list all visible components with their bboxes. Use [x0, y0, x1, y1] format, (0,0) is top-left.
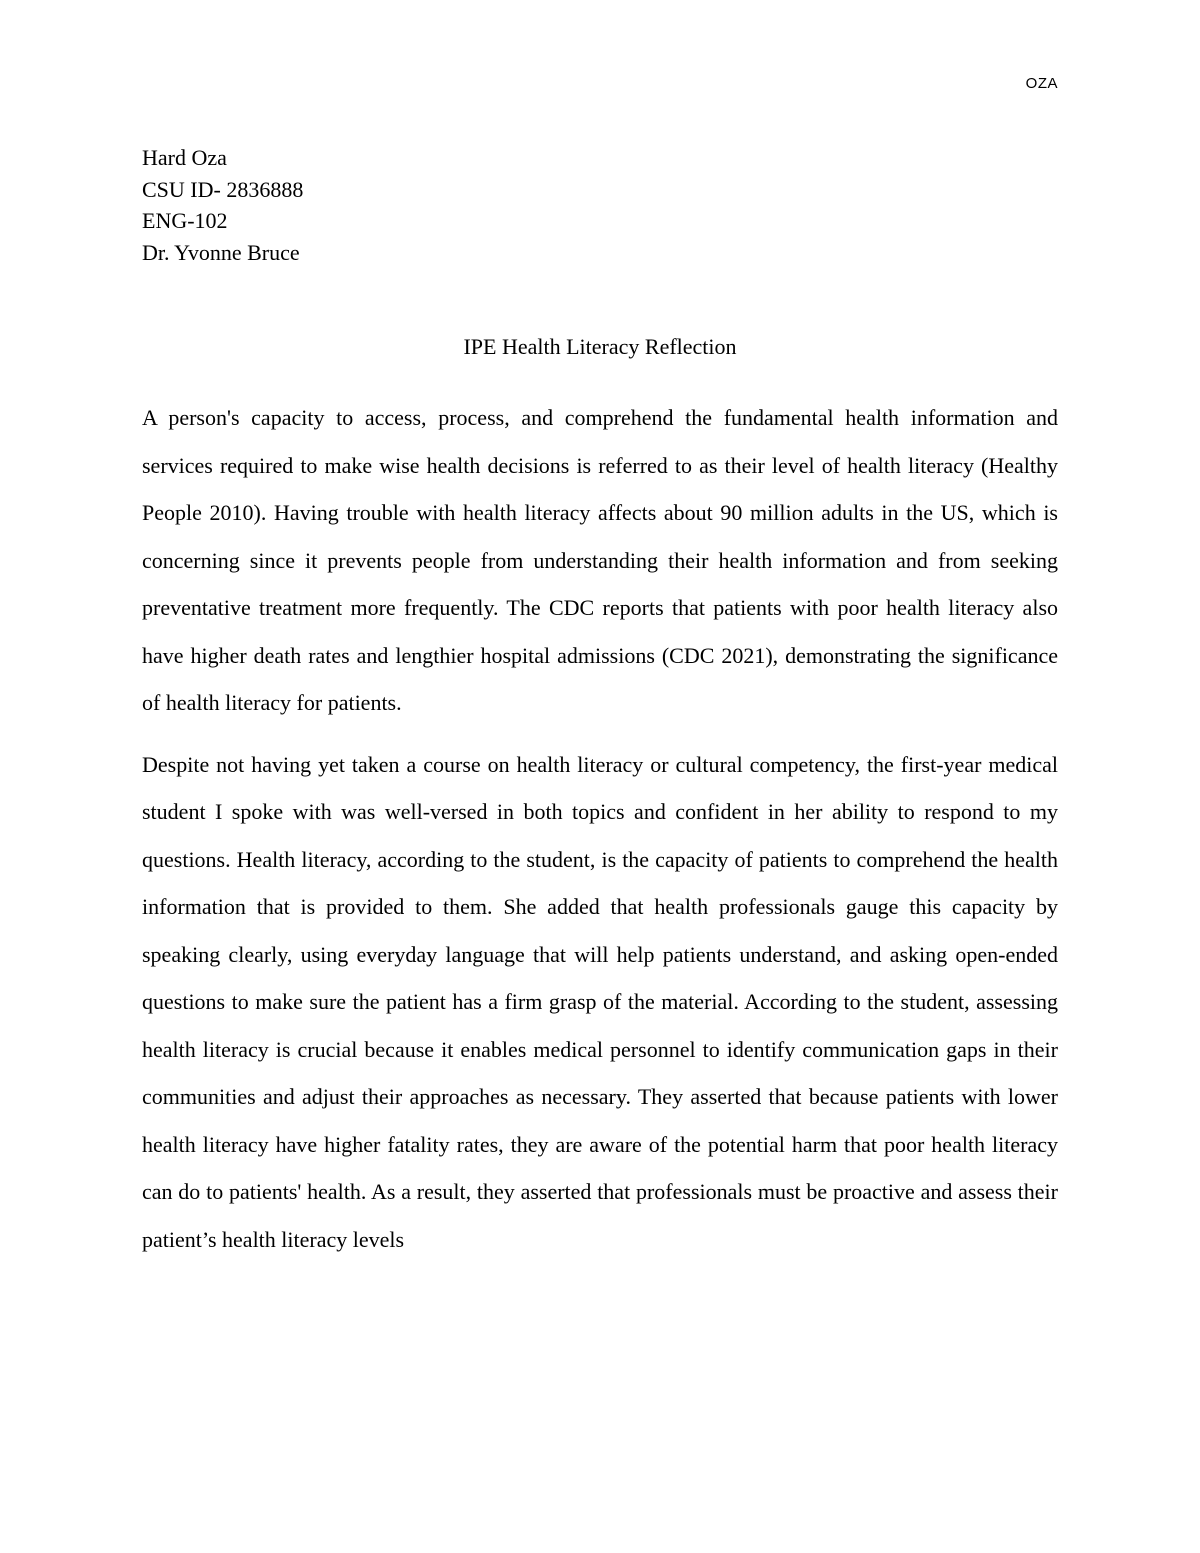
student-header-block [142, 142, 303, 268]
document-title: IPE Health Literacy Reflection [463, 334, 737, 359]
student-id: CSU ID- 2836888 [142, 176, 304, 202]
paragraph-2: Despite not having yet taken a course on health literacy or cultural competency, the first-year medical student I spoke with was well-versed in both topics and confident in her ability to respond to my questions. Health literacy, according to the student, is the capacity of patients to comprehend the health information that is provided to them. She added that health professionals gauge this capacity by speaking clearly, using everyday language that will help patients understand, and asking open-ended questions to make sure the patient has a firm grasp of the material. According to the student, assessing health literacy is crucial because it enables medical personnel to identify communication gaps in their communities and adjust their approaches as necessary. They asserted that because patients with lower health literacy have higher fatality rates, they are aware of the potential harm that poor health literacy can do to patients' health. As a result, they asserted that professionals must be proactive and assess their patient’s health literacy levels [142, 751, 1058, 1252]
paragraph-1: A person's capacity to access, process, and comprehend the fundamental health information and services required to make wise health decisions is referred to as their level of health literacy (Healthy People 2010). Having trouble with health literacy affects about 90 million adults in the US, which is concerning since it prevents people from understanding their health information and from seeking preventative treatment more frequently. The CDC reports that patients with poor health literacy also have higher death rates and lengthier hospital admissions (CDC 2021), demonstrating the significance of health literacy for patients. [142, 405, 1058, 715]
instructor-name: Dr. Yvonne Bruce [142, 239, 300, 265]
course-code: ENG-102 [142, 208, 228, 233]
document-body [142, 394, 1058, 1277]
student-name: Hard Oza [142, 145, 227, 170]
running-head: OZA [1025, 75, 1058, 92]
